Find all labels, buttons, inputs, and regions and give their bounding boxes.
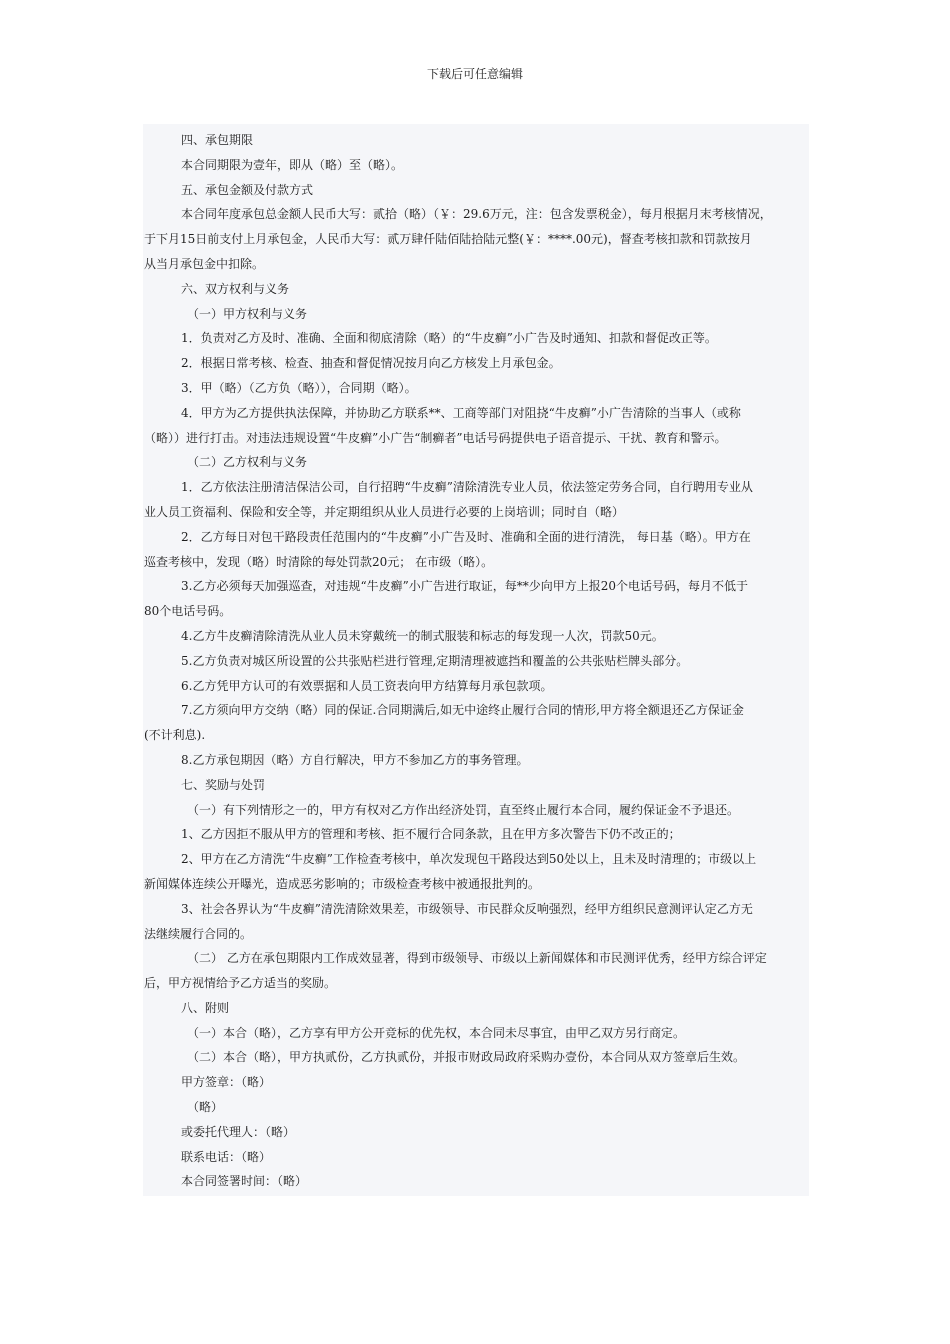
contract-line: 联系电话：（略）	[181, 1149, 272, 1164]
contract-line: 六、双方权利与义务	[181, 281, 290, 296]
contract-line: 8.乙方承包期因（略）方自行解决，甲方不参加乙方的事务管理。	[181, 752, 529, 767]
contract-line: 3．甲（略）（乙方负（略）），合同期（略）。	[181, 380, 417, 395]
contract-line: 八、附则	[181, 1000, 230, 1015]
page-header-note: 下载后可任意编辑	[426, 67, 523, 81]
contract-line: （一）甲方权利与义务	[187, 306, 308, 321]
contract-line: 本合同年度承包总金额人民币大写：贰拾（略）（￥：29.6万元，注：包含发票税金），每月根据月末考核情况，	[181, 207, 772, 222]
contract-body	[143, 128, 809, 1194]
contract-line: （略）	[187, 1100, 224, 1115]
contract-line: （略））进行打击。对违法违规设置“牛皮癣”小广告“制癣者”电话号码提供电子语音提示、干扰、教育和警示。	[144, 430, 727, 445]
contract-line: 2、甲方在乙方清洗“牛皮癣”工作检查考核中，单次发现包干路段达到50处以上，且未及时清理的；市级以上	[181, 852, 757, 867]
contract-line: 从当月承包金中扣除。	[144, 256, 265, 271]
contract-line: 4.乙方牛皮癣清除清洗从业人员未穿戴统一的制式服装和标志的每发现一人次，罚款50元。	[181, 628, 664, 643]
contract-line: 3.乙方必须每天加强巡查，对违规“牛皮癣”小广告进行取证，每**少向甲方上报20个电话号码，每月不低于	[181, 579, 748, 594]
contract-line: 业人员工资福利、保险和安全等，并定期组织从业人员进行必要的上岗培训；同时自（略）	[144, 504, 625, 519]
contract-line: 本合同签署时间：（略）	[181, 1174, 308, 1189]
contract-line: 3、社会各界认为“牛皮癣”清洗清除效果差，市级领导、市民群众反响强烈，经甲方组织民意测评认定乙方无	[181, 901, 753, 916]
contract-line: 本合同期限为壹年，即从（略）至（略）。	[181, 157, 404, 172]
contract-line: 四、承包期限	[181, 133, 254, 147]
contract-line: （二）本合（略），甲方执贰份，乙方执贰份，并报市财政局政府采购办壹份，本合同从双方签章后生效。	[187, 1050, 746, 1065]
contract-line: 甲方签章：（略）	[181, 1075, 272, 1090]
contract-line: （二） 乙方在承包期限内工作成效显著，得到市级领导、市级以上新闻媒体和市民测评优秀，经甲方综合评定	[187, 951, 767, 966]
contract-line: 七、奖励与处罚	[181, 777, 266, 792]
contract-line: 2．根据日常考核、检查、抽查和督促情况按月向乙方核发上月承包金。	[181, 356, 561, 371]
contract-line: 五、承包金额及付款方式	[181, 182, 314, 197]
contract-line: 新闻媒体连续公开曝光，造成恶劣影响的；市级检查考核中被通报批判的。	[144, 876, 541, 891]
contract-line: 后，甲方视情给予乙方适当的奖励。	[144, 976, 337, 991]
contract-line: 2．乙方每日对包干路段责任范围内的“牛皮癣”小广告及时、准确和全面的进行清洗， 每日基（略）。甲方在	[181, 529, 751, 544]
contract-line: 7.乙方须向甲方交纳（略）同的保证.合同期满后,如无中途终止履行合同的情形,甲方将全额退还乙方保证金	[181, 703, 744, 718]
contract-line: 法继续履行合同的。	[144, 926, 253, 941]
contract-line: 6.乙方凭甲方认可的有效票据和人员工资表向甲方结算每月承包款项。	[181, 678, 553, 693]
contract-line: （一）本合（略），乙方享有甲方公开竞标的优先权，本合同未尽事宜，由甲乙双方另行商定。	[187, 1025, 686, 1040]
contract-line: 或委托代理人：（略）	[181, 1124, 296, 1139]
contract-line: 于下月15日前支付上月承包金，人民币大写：贰万肆仟陆佰陆拾陆元整(￥：****.00元)，督查考核扣款和罚款按月	[144, 232, 752, 247]
contract-line: 巡查考核中，发现（略）时清除的每处罚款20元； 在市级（略）。	[144, 554, 494, 569]
contract-line: （一）有下列情形之一的，甲方有权对乙方作出经济处罚，直至终止履行本合同，履约保证金不予退还。	[187, 802, 740, 817]
contract-line: （二）乙方权利与义务	[187, 455, 308, 470]
contract-line: (不计利息).	[144, 728, 206, 743]
contract-line: 1．乙方依法注册清洁保洁公司，自行招聘“牛皮癣”清除清洗专业人员，依法签定劳务合同，自行聘用专业从	[181, 480, 753, 495]
contract-line: 80个电话号码。	[144, 604, 232, 619]
contract-line: 5.乙方负责对城区所设置的公共张贴栏进行管理,定期清理被遮挡和覆盖的公共张贴栏牌头部分。	[181, 653, 689, 668]
contract-line: 1、乙方因拒不服从甲方的管理和考核、拒不履行合同条款，且在甲方多次警告下仍不改正的；	[181, 827, 681, 842]
contract-line: 4．甲方为乙方提供执法保障，并协助乙方联系**、工商等部门对阻挠“牛皮癣”小广告清除的当事人（或称	[181, 405, 741, 420]
contract-line: 1．负责对乙方及时、准确、全面和彻底清除（略）的“牛皮癣”小广告及时通知、扣款和督促改正等。	[181, 331, 717, 346]
